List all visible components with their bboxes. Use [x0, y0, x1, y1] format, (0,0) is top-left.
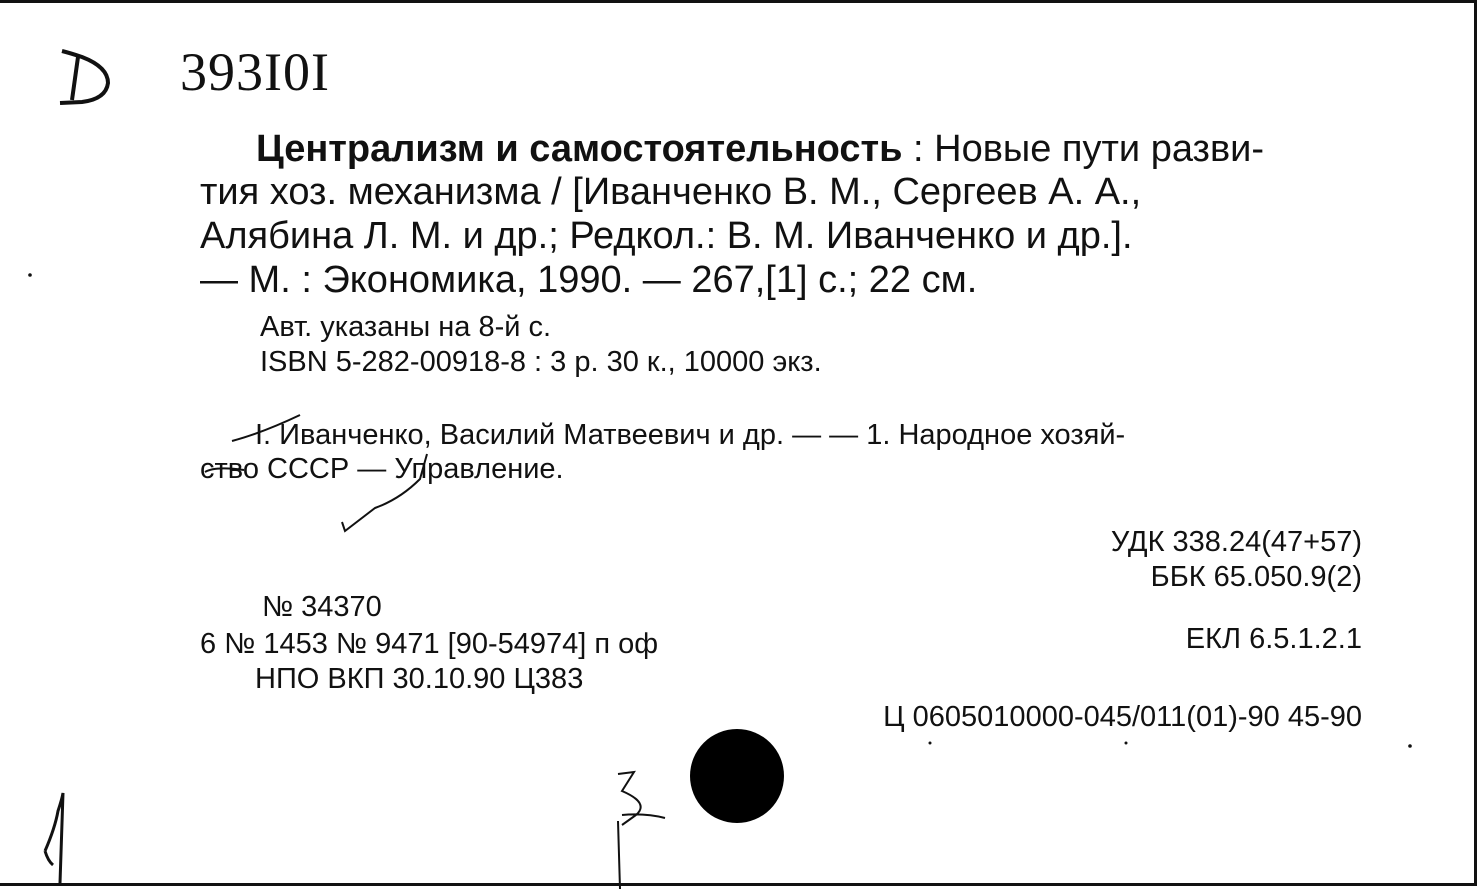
publication-code: Ц 0605010000-045/011(01)-90 45-90: [883, 701, 1362, 733]
authors-note: Авт. указаны на 8-й с.: [260, 311, 552, 343]
bbk-code: ББК 65.050.9(2): [1150, 561, 1362, 593]
speck: [1125, 742, 1128, 745]
handwritten-d-stroke: [60, 51, 108, 103]
underline-stroke: [205, 468, 244, 472]
speck: [929, 742, 932, 745]
title-line-2: тия хоз. механизма / [Иванченко В. М., Сергеев А. А.,: [200, 171, 1142, 213]
handwritten-z-mark: [618, 772, 665, 889]
print-info-line-1: 6 № 1453 № 9471 [90-54974] п оф: [200, 628, 659, 660]
tracing-line-2: ство СССР — Управление.: [200, 453, 564, 485]
speck: [1408, 744, 1412, 748]
title-rest: : Новые пути разви-: [902, 128, 1265, 170]
ekl-code: ЕКЛ 6.5.1.2.1: [1185, 623, 1362, 655]
shelfmark: 393I0I: [180, 42, 330, 102]
udk-code: УДК 338.24(47+57): [1110, 526, 1362, 558]
speck: [28, 273, 32, 277]
title-bold: Централизм и самостоятельность: [256, 128, 903, 170]
handwritten-marks-layer: [0, 3, 1477, 889]
imprint-line: — М. : Экономика, 1990. — 267,[1] с.; 22 см.: [200, 259, 978, 301]
title-line-3: Алябина Л. М. и др.; Редкол.: В. М. Иванченко и др.].: [200, 215, 1133, 257]
handwritten-one-mark: [45, 793, 63, 883]
isbn-line: ISBN 5-282-00918-8 : 3 р. 30 к., 10000 экз.: [260, 346, 822, 378]
strike-through-stroke: [232, 415, 300, 441]
card-number: № 34370: [262, 591, 382, 623]
checkmark-stroke: [342, 454, 427, 531]
tracing-line-1: I. Иванченко, Василий Матвеевич и др. — — 1. Народное хозяй-: [255, 419, 1126, 451]
punch-hole-icon: [690, 729, 784, 823]
handwritten-d-stem: [72, 57, 78, 100]
print-info-line-2: НПО ВКП 30.10.90 Ц383: [255, 663, 584, 695]
